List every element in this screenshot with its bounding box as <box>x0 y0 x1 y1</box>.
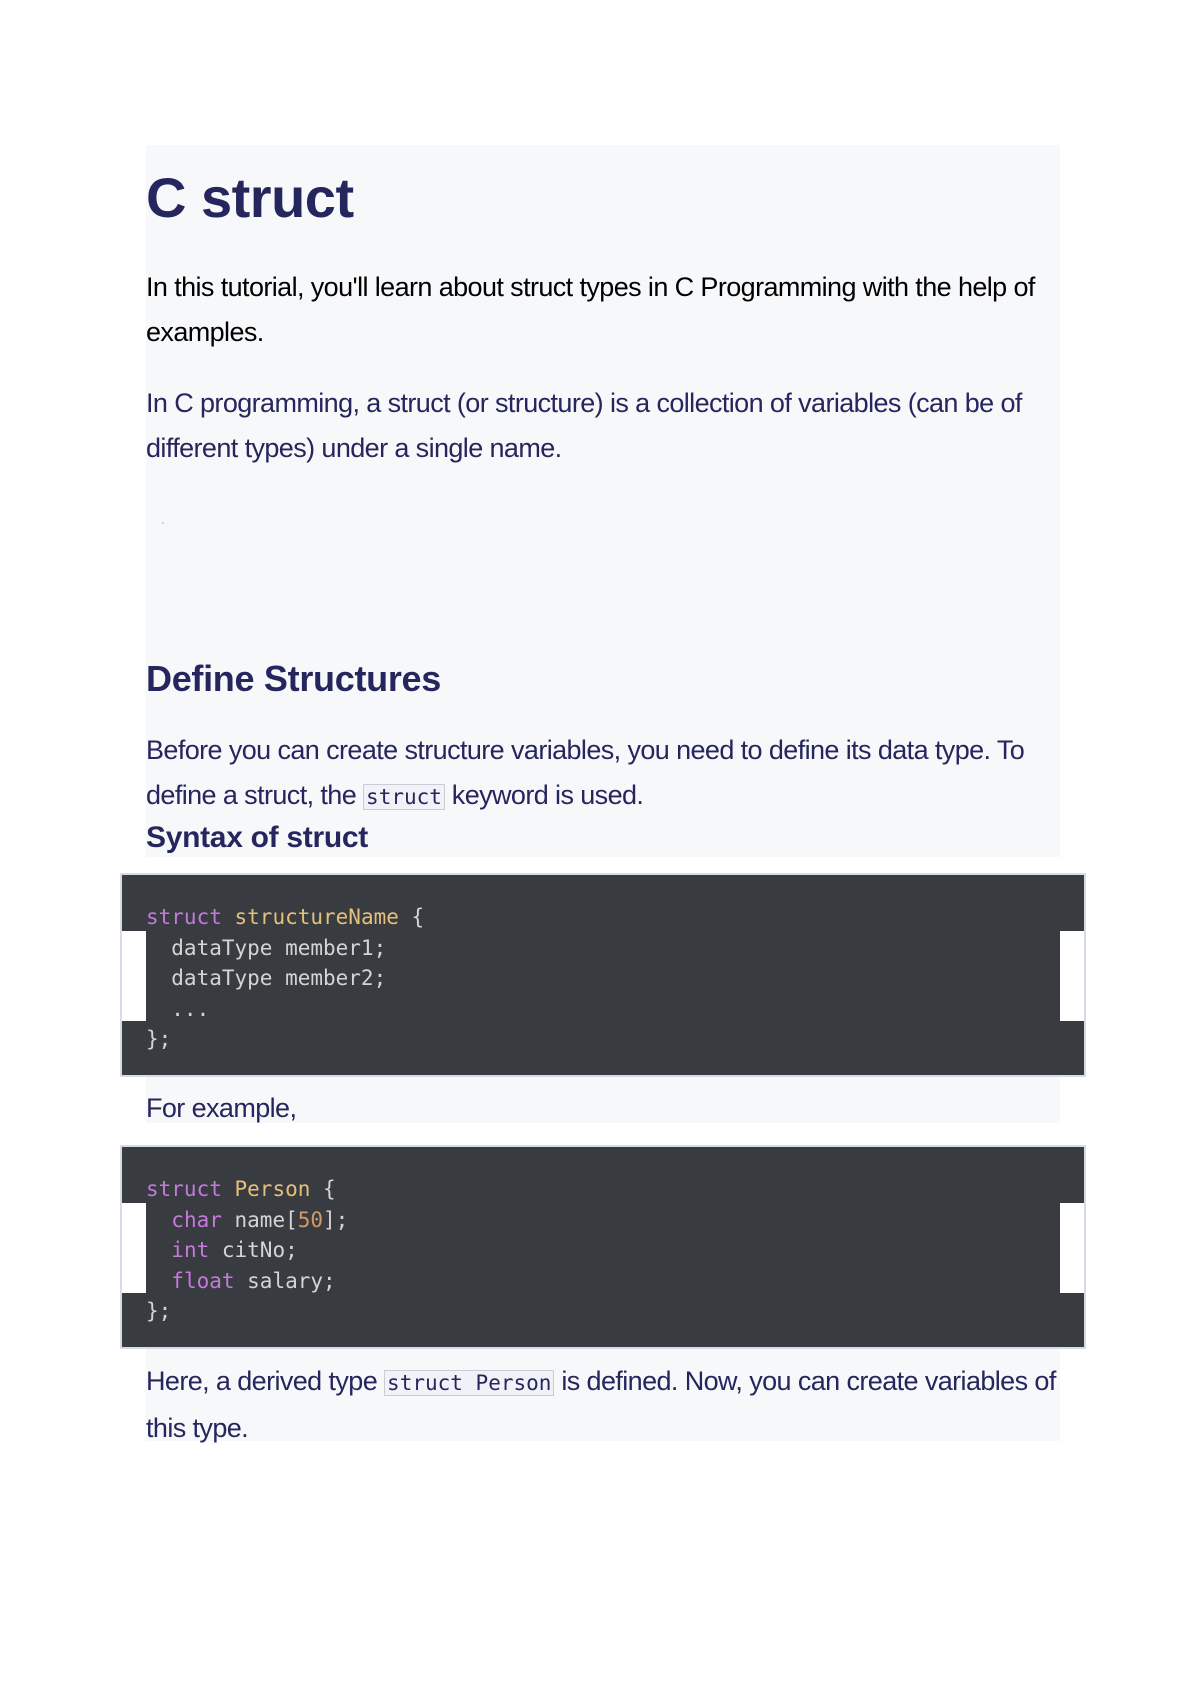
code-block-notch <box>1060 931 1084 1021</box>
code-type-name: Person <box>234 1177 311 1201</box>
code-number: 50 <box>297 1207 324 1232</box>
code-block-syntax <box>120 873 1086 1077</box>
code-text: name[ <box>221 1207 298 1232</box>
code-syntax-text <box>146 902 424 1055</box>
code-keyword: float <box>171 1268 235 1293</box>
page-title: C struct <box>146 166 354 229</box>
lead-paragraph: In C programming, a struct (or structure) is a collection of variables (can be of different types) under a single name. <box>146 388 1022 463</box>
code-text: citNo; <box>209 1238 298 1262</box>
intro-paragraph: In this tutorial, you'll learn about struct types in C Programming with the help of examples. <box>146 272 1035 347</box>
define-paragraph <box>146 728 1066 820</box>
inline-code-struct-person: struct Person <box>384 1370 554 1396</box>
example-label: For example, <box>146 1093 297 1123</box>
here-text-after: is defined. Now, you can create variables of this type. <box>146 1366 1056 1443</box>
code-keyword: char <box>171 1207 222 1232</box>
code-text: { <box>398 905 425 929</box>
code-keyword: int <box>171 1238 210 1262</box>
code-block-example <box>120 1145 1086 1349</box>
code-block-notch <box>122 931 146 1021</box>
code-text: ]; <box>323 1207 349 1232</box>
code-example-text <box>146 1174 348 1327</box>
code-type-name: structureName <box>234 905 399 929</box>
syntax-heading: Syntax of struct <box>146 821 368 854</box>
code-keyword: struct <box>146 905 222 929</box>
code-block-notch <box>1060 1203 1084 1293</box>
code-line: dataType member1; <box>146 935 387 960</box>
define-text-after: keyword is used. <box>444 780 644 810</box>
code-text: { <box>310 1177 336 1201</box>
here-paragraph <box>146 1359 1066 1451</box>
code-line: ... <box>146 996 210 1021</box>
code-line: dataType member2; <box>146 966 387 990</box>
code-keyword: struct <box>146 1177 222 1201</box>
section-heading-define-structures: Define Structures <box>146 658 441 699</box>
here-text-before: Here, a derived type <box>146 1366 385 1396</box>
code-line: }; <box>146 1299 172 1323</box>
code-line: }; <box>146 1027 172 1051</box>
code-text: salary; <box>234 1268 336 1293</box>
dot-decoration <box>162 522 164 524</box>
define-text-before: Before you can create structure variables, you need to define its data type. To define a struct, the <box>146 735 1025 810</box>
code-block-notch <box>122 1203 146 1293</box>
inline-code-struct: struct <box>363 784 445 810</box>
